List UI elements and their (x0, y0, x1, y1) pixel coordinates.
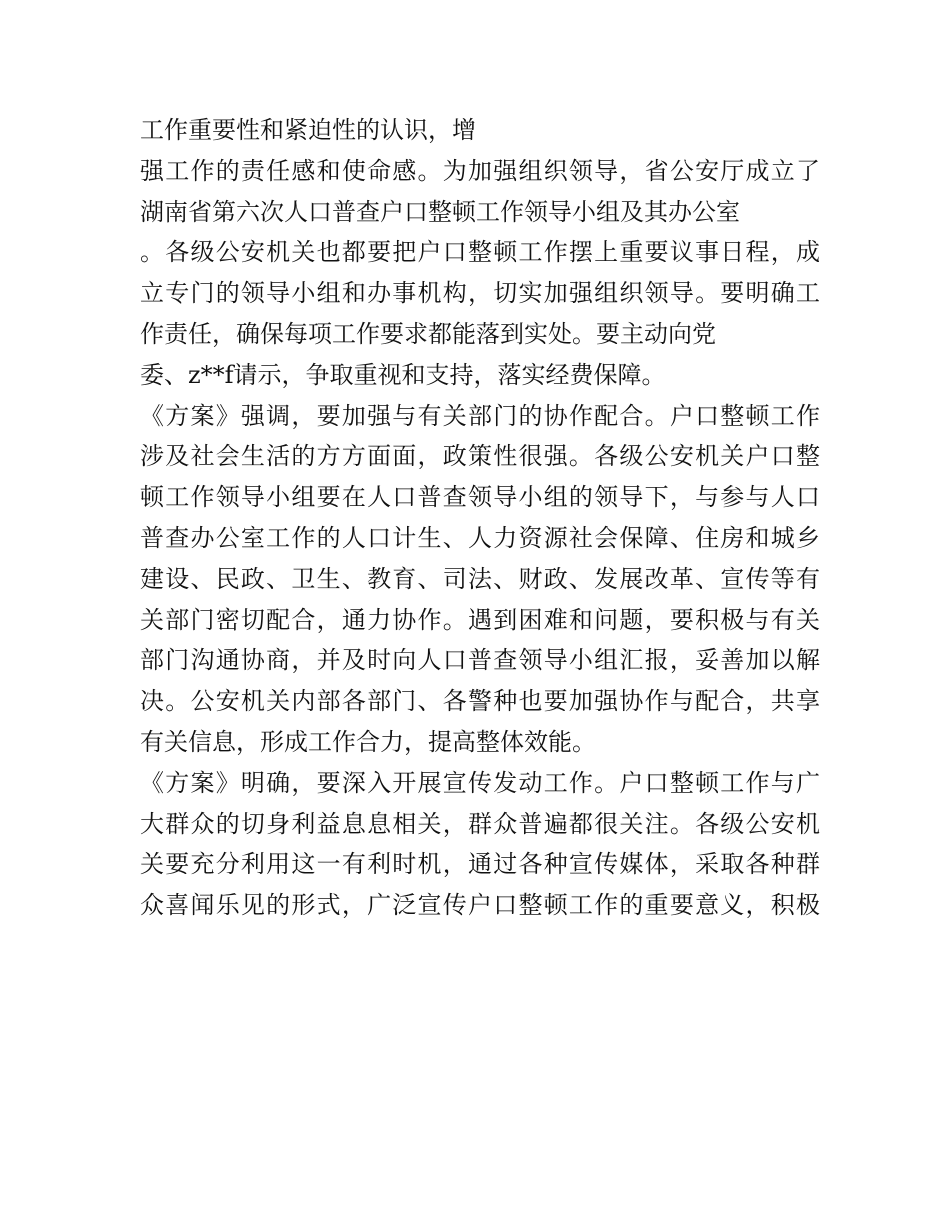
text-line-20: 众喜闻乐见的形式，广泛宣传户口整顿工作的重要意义，积极 (140, 891, 820, 920)
document-body (140, 110, 820, 926)
text-line-18: 大群众的切身利益息息相关，群众普遍都很关注。各级公安机 (140, 809, 820, 838)
text-line-11: 普查办公室工作的人口计生、人力资源社会保障、住房和城乡 (140, 523, 820, 552)
text-line-17: 《方案》明确，要深入开展宣传发动工作。户口整顿工作与广 (140, 768, 820, 797)
text-line-5: 立专门的领导小组和办事机构，切实加强组织领导。要明确工 (140, 279, 820, 308)
text-line-16: 有关信息，形成工作合力，提高整体效能。 (140, 727, 596, 756)
text-line-19: 关要充分利用这一有利时机，通过各种宣传媒体，采取各种群 (140, 850, 820, 879)
text-line-3: 湖南省第六次人口普查户口整顿工作领导小组及其办公室 (140, 197, 740, 226)
text-line-1: 工作重要性和紧迫性的认识，增 (140, 116, 476, 144)
text-line-4: 。各级公安机关也都要把户口整顿工作摆上重要议事日程，成 (140, 238, 820, 267)
text-line-2: 强工作的责任感和使命感。为加强组织领导，省公安厅成立了 (140, 156, 820, 185)
text-line-14: 部门沟通协商，并及时向人口普查领导小组汇报，妥善加以解 (140, 646, 820, 675)
text-line-10: 顿工作领导小组要在人口普查领导小组的领导下，与参与人口 (140, 483, 820, 512)
text-line-12: 建设、民政、卫生、教育、司法、财政、发展改革、宣传等有 (140, 564, 820, 593)
text-line-6: 作责任，确保每项工作要求都能落到实处。要主动向党 (140, 319, 716, 348)
text-line-13: 关部门密切配合，通力协作。遇到困难和问题，要积极与有关 (140, 605, 820, 634)
text-line-15: 决。公安机关内部各部门、各警种也要加强协作与配合，共享 (140, 687, 820, 716)
text-line-9: 涉及社会生活的方方面面，政策性很强。各级公安机关户口整 (140, 442, 820, 471)
text-line-8: 《方案》强调，要加强与有关部门的协作配合。户口整顿工作 (140, 401, 820, 430)
text-line-7: 委、z**f请示，争取重视和支持，落实经费保障。 (140, 360, 666, 389)
